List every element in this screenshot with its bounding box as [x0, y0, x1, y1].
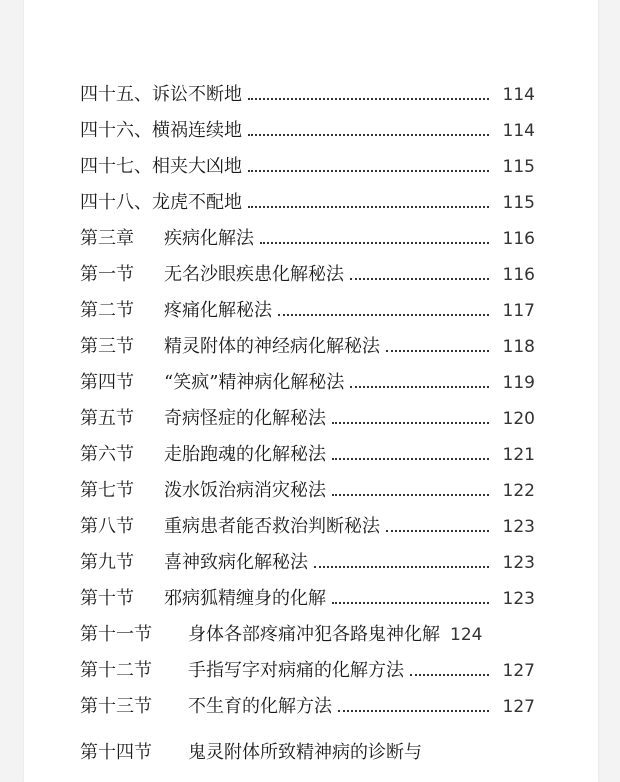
- toc-entry-page: 115: [502, 157, 535, 177]
- toc-entry: [80, 650, 535, 682]
- dot-leader: [386, 530, 489, 532]
- toc-entry-number: 第十四节: [80, 742, 152, 763]
- dot-leader: [332, 458, 489, 460]
- toc-entry-title: 疾病化解法: [164, 228, 254, 249]
- toc-entry: [80, 398, 535, 430]
- toc-entry-number: 第八节: [80, 516, 134, 537]
- document-page: [24, 0, 598, 782]
- toc-entry-title: 不生育的化解方法: [188, 696, 332, 717]
- toc-entry-page: 119: [502, 373, 535, 393]
- toc-entry-number: 第三节: [80, 336, 134, 357]
- toc-entry: [80, 686, 535, 718]
- toc-entry-page: 114: [502, 85, 535, 105]
- dot-leader: [350, 278, 489, 280]
- toc-entry-number: 第十节: [80, 588, 134, 609]
- toc-entry-title: 横祸连续地: [152, 120, 242, 141]
- toc-entry-page: 121: [502, 445, 535, 465]
- toc-entry-title: 喜神致病化解秘法: [164, 552, 308, 573]
- toc-entry-title: 走胎跑魂的化解秘法: [164, 444, 326, 465]
- toc-entry-title: 手指写字对病痛的化解方法: [188, 660, 404, 681]
- dot-leader: [278, 314, 489, 316]
- dot-leader: [248, 206, 489, 208]
- toc-entry-title: 奇病怪症的化解秘法: [164, 408, 326, 429]
- toc-entry-page: 116: [502, 229, 535, 249]
- toc-entry-number: 第一节: [80, 264, 134, 285]
- toc-entry: [80, 434, 535, 466]
- toc-entry-number: 第二节: [80, 300, 134, 321]
- toc-entry-title: 龙虎不配地: [152, 192, 242, 213]
- toc-entry-title: 泼水饭治病消灾秘法: [164, 480, 326, 501]
- toc-entry-title: 重病患者能否救治判断秘法: [164, 516, 380, 537]
- toc-entry: [80, 470, 535, 502]
- toc-entry-page: 118: [502, 337, 535, 357]
- toc-entry-number: 第四节: [80, 372, 134, 393]
- toc-entry-page: 127: [502, 661, 535, 681]
- toc-entry-number: 第九节: [80, 552, 134, 573]
- toc-entry: [80, 74, 535, 106]
- toc-entry: [80, 254, 535, 286]
- toc-entry-number: 第十一节: [80, 624, 152, 645]
- toc-entry-number: 第三章: [80, 228, 134, 249]
- dot-leader: [260, 242, 489, 244]
- toc-entry-number: 第七节: [80, 480, 134, 501]
- toc-entry-title: 无名沙眼疾患化解秘法: [164, 264, 344, 285]
- toc-entry-title: 身体各部疼痛冲犯各路鬼神化解: [188, 624, 440, 645]
- toc-entry-number: 第十三节: [80, 696, 152, 717]
- toc-entry: [80, 326, 535, 358]
- toc-entry-number: 四十八、: [80, 192, 152, 213]
- toc-entry: [80, 542, 535, 574]
- toc-entry: [80, 362, 535, 394]
- toc-entry-title: 鬼灵附体所致精神病的诊断与: [188, 742, 422, 763]
- toc-entry-page: 124: [450, 625, 483, 645]
- toc-entry-page: 123: [502, 553, 535, 573]
- toc-entry: [80, 146, 535, 178]
- toc-entry-page: 127: [502, 697, 535, 717]
- toc-entry-number: 第六节: [80, 444, 134, 465]
- toc-entry-page: 122: [502, 481, 535, 501]
- toc-entry-page: 116: [502, 265, 535, 285]
- dot-leader: [314, 566, 489, 568]
- dot-leader: [332, 422, 489, 424]
- dot-leader: [248, 170, 489, 172]
- toc-entry-title: 精灵附体的神经病化解秘法: [164, 336, 380, 357]
- toc-entry-number: 第五节: [80, 408, 134, 429]
- toc-entry-title: 疼痛化解秘法: [164, 300, 272, 321]
- dot-leader: [248, 134, 489, 136]
- toc-entry-number: 四十七、: [80, 156, 152, 177]
- toc-entry: [80, 290, 535, 322]
- dot-leader: [248, 98, 489, 100]
- dot-leader: [332, 494, 489, 496]
- toc-entry-title: “笑疯”精神病化解秘法: [164, 372, 345, 393]
- dot-leader: [386, 350, 489, 352]
- toc-entry: [80, 182, 535, 214]
- toc-entry-page: 115: [502, 193, 535, 213]
- toc-entry-page: 123: [502, 517, 535, 537]
- toc-entry-title: 相夹大凶地: [152, 156, 242, 177]
- toc-entry-page: 123: [502, 589, 535, 609]
- dot-leader: [410, 674, 489, 676]
- toc-entry-partial: [80, 742, 535, 764]
- toc-entry-number: 四十五、: [80, 84, 152, 105]
- dot-leader: [332, 602, 489, 604]
- toc-entry: [80, 110, 535, 142]
- toc-entry: [80, 614, 535, 646]
- toc-entry-page: 120: [502, 409, 535, 429]
- toc-entry-page: 117: [502, 301, 535, 321]
- toc-entry-number: 四十六、: [80, 120, 152, 141]
- toc-entry-chapter: [80, 218, 535, 250]
- toc-entry-number: 第十二节: [80, 660, 152, 681]
- toc-entry-page: 114: [502, 121, 535, 141]
- toc-entry-title: 诉讼不断地: [152, 84, 242, 105]
- toc-entry: [80, 578, 535, 610]
- toc-entry: [80, 506, 535, 538]
- dot-leader: [350, 386, 489, 388]
- dot-leader: [338, 710, 489, 712]
- toc-entry-title: 邪病狐精缠身的化解: [164, 588, 326, 609]
